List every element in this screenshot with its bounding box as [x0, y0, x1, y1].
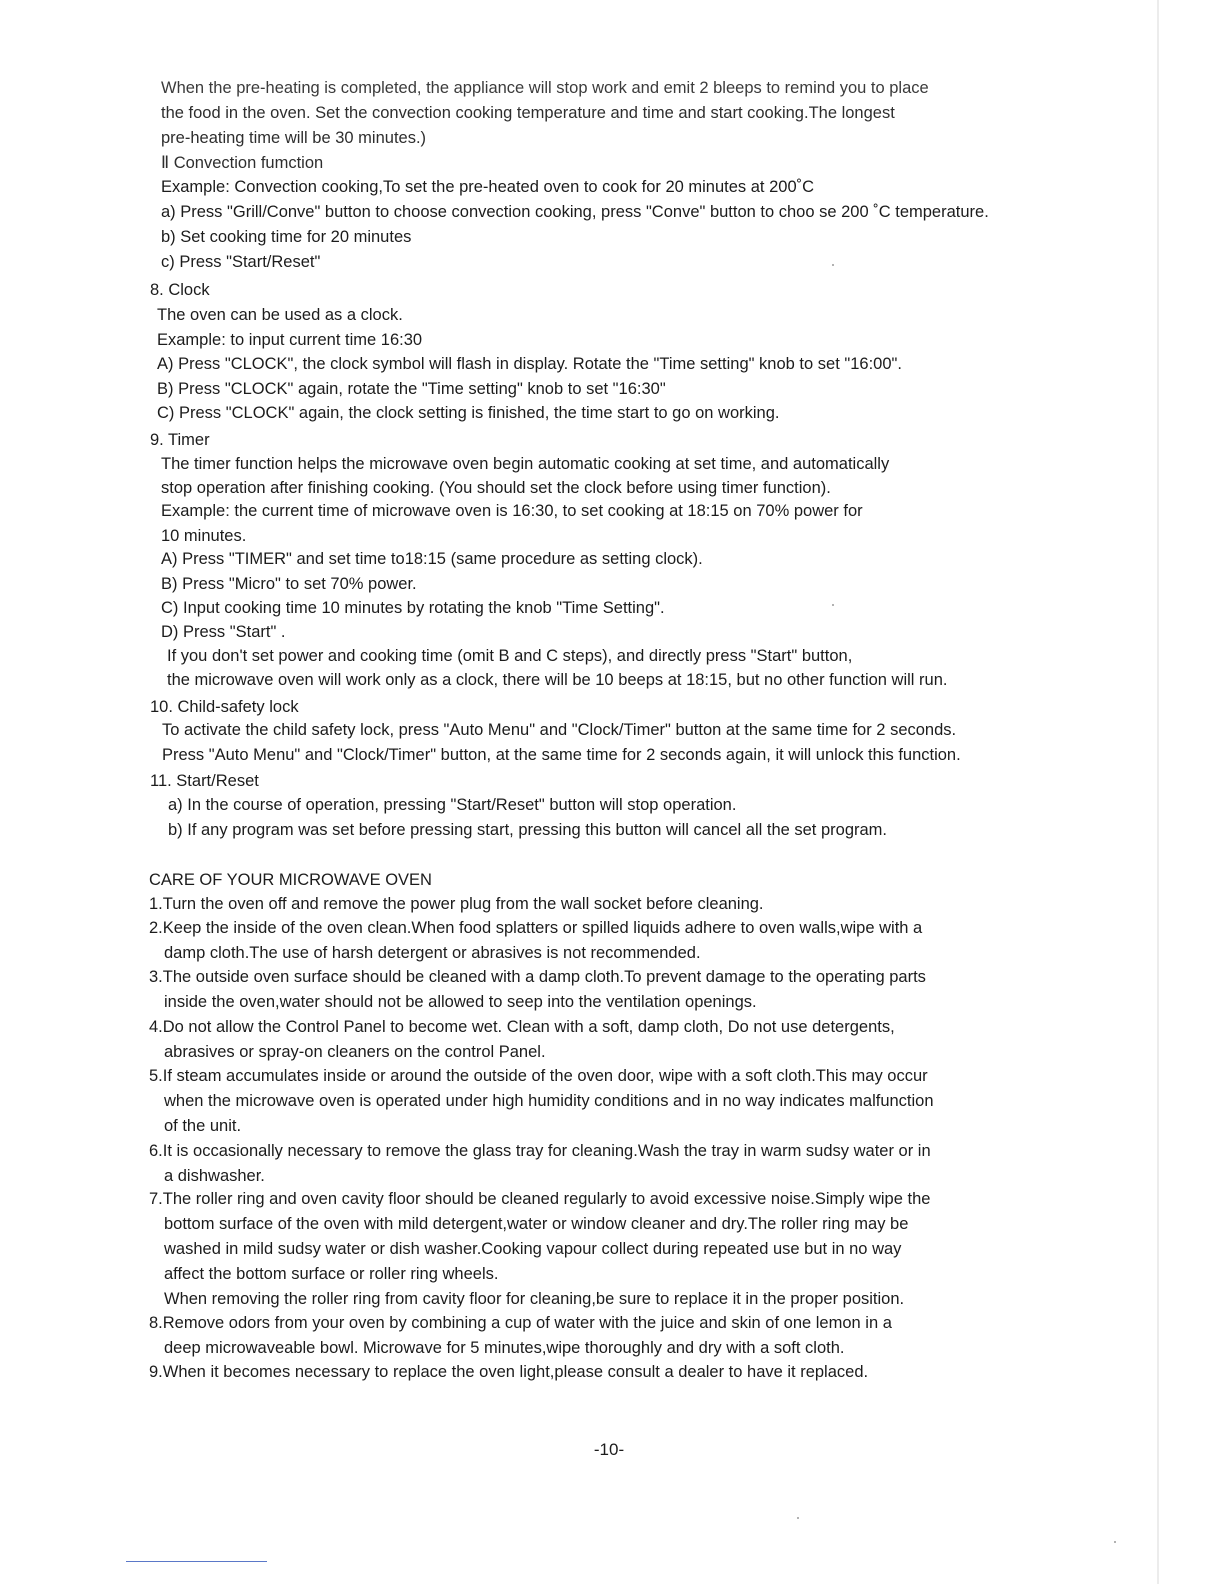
scan-speck — [797, 1517, 799, 1519]
text-line: The oven can be used as a clock. — [157, 306, 403, 324]
text-line: If you don't set power and cooking time (omit B and C steps), and directly press "Start" button, — [167, 647, 853, 665]
text-line: Example: to input current time 16:30 — [157, 331, 423, 349]
text-line: 2.Keep the inside of the oven clean.When food splatters or spilled liquids adhere to oven walls,wipe with a — [149, 919, 923, 937]
text-line: 3.The outside oven surface should be cleaned with a damp cloth.To prevent damage to the operating parts — [149, 968, 926, 986]
text-line: b) If any program was set before pressing start, pressing this button will cancel all the set program. — [168, 821, 887, 839]
text-line: When the pre-heating is completed, the appliance will stop work and emit 2 bleeps to remind you to place — [161, 79, 929, 97]
text-line: 6.It is occasionally necessary to remove the glass tray for cleaning.Wash the tray in warm sudsy water or in — [149, 1142, 931, 1160]
text-line: abrasives or spray-on cleaners on the control Panel. — [164, 1043, 546, 1061]
text-line: 7.The roller ring and oven cavity floor should be cleaned regularly to avoid excessive noise.Simply wipe the — [149, 1190, 931, 1208]
scan-page-edge — [1157, 0, 1159, 1584]
text-line: the food in the oven. Set the convection cooking temperature and time and start cooking.The longest — [161, 104, 895, 122]
text-line: 9.When it becomes necessary to replace the oven light,please consult a dealer to have it replaced. — [149, 1363, 869, 1381]
text-line: B) Press "CLOCK" again, rotate the "Time setting" knob to set "16:30" — [157, 380, 666, 398]
text-line: A) Press "TIMER" and set time to18:15 (same procedure as setting clock). — [161, 550, 703, 568]
text-line: the microwave oven will work only as a clock, there will be 10 beeps at 18:15, but no other function will run. — [167, 671, 948, 689]
page-number: -10- — [593, 1440, 625, 1459]
text-line: Example: the current time of microwave oven is 16:30, to set cooking at 18:15 on 70% power for — [161, 502, 863, 520]
text-line: 5.If steam accumulates inside or around the outside of the oven door, wipe with a soft cloth.This may occur — [149, 1067, 928, 1085]
text-line: 1.Turn the oven off and remove the power plug from the wall socket before cleaning. — [149, 895, 764, 913]
section-heading-start-reset: 11. Start/Reset — [150, 772, 259, 790]
footnote-rule — [126, 1561, 267, 1562]
text-line: of the unit. — [164, 1117, 242, 1135]
text-line: washed in mild sudsy water or dish washer.Cooking vapour collect during repeated use but in no way — [164, 1240, 902, 1258]
text-line: stop operation after finishing cooking. (You should set the clock before using timer function). — [161, 479, 831, 497]
text-line: A) Press "CLOCK", the clock symbol will flash in display. Rotate the "Time setting" knob to set "16:00". — [157, 355, 902, 373]
text-line: D) Press "Start" . — [161, 623, 286, 641]
text-line: a dishwasher. — [164, 1167, 265, 1185]
text-line: When removing the roller ring from cavity floor for cleaning,be sure to replace it in the proper position. — [164, 1290, 905, 1308]
text-line: bottom surface of the oven with mild detergent,water or window cleaner and dry.The roller ring may be — [164, 1215, 909, 1233]
text-line: The timer function helps the microwave oven begin automatic cooking at set time, and automatically — [161, 455, 890, 473]
text-line: b) Set cooking time for 20 minutes — [161, 228, 412, 246]
text-line: 8.Remove odors from your oven by combining a cup of water with the juice and skin of one lemon in a — [149, 1314, 892, 1332]
scan-speck — [1114, 1541, 1116, 1543]
section-heading-convection: Ⅱ Convection fumction — [161, 154, 324, 172]
text-line: C) Press "CLOCK" again, the clock setting is finished, the time start to go on working. — [157, 404, 780, 422]
text-line: B) Press "Micro" to set 70% power. — [161, 575, 417, 593]
text-line: deep microwaveable bowl. Microwave for 5 minutes,wipe thoroughly and dry with a soft cloth. — [164, 1339, 845, 1357]
text-line: To activate the child safety lock, press "Auto Menu" and "Clock/Timer" button at the same time for 2 seconds. — [162, 721, 957, 739]
text-line: affect the bottom surface or roller ring wheels. — [164, 1265, 499, 1283]
scan-speck — [832, 264, 834, 266]
text-line: 4.Do not allow the Control Panel to become wet. Clean with a soft, damp cloth, Do not use detergents, — [149, 1018, 895, 1036]
section-heading-clock: 8. Clock — [150, 281, 210, 299]
text-line: damp cloth.The use of harsh detergent or abrasives is not recommended. — [164, 944, 701, 962]
text-line: pre-heating time will be 30 minutes.) — [161, 129, 427, 147]
text-line: a) In the course of operation, pressing "Start/Reset" button will stop operation. — [168, 796, 737, 814]
text-line: 10 minutes. — [161, 527, 247, 545]
text-line: when the microwave oven is operated under high humidity conditions and in no way indicates malfunction — [164, 1092, 934, 1110]
text-line: c) Press "Start/Reset" — [161, 253, 321, 271]
text-line: C) Input cooking time 10 minutes by rotating the knob "Time Setting". — [161, 599, 665, 617]
section-heading-timer: 9. Timer — [150, 431, 210, 449]
text-line: Press "Auto Menu" and "Clock/Timer" button, at the same time for 2 seconds again, it will unlock this function. — [162, 746, 961, 764]
text-line: Example: Convection cooking,To set the pre-heated oven to cook for 20 minutes at 200˚C — [161, 178, 815, 196]
section-heading-child-safety-lock: 10. Child-safety lock — [150, 698, 299, 716]
text-line: a) Press "Grill/Conve" button to choose convection cooking, press "Conve" button to choo se 200 ˚C temperature. — [161, 203, 989, 221]
scan-speck — [832, 604, 834, 606]
text-line: inside the oven,water should not be allowed to seep into the ventilation openings. — [164, 993, 757, 1011]
section-heading-care: CARE OF YOUR MICROWAVE OVEN — [149, 871, 432, 889]
